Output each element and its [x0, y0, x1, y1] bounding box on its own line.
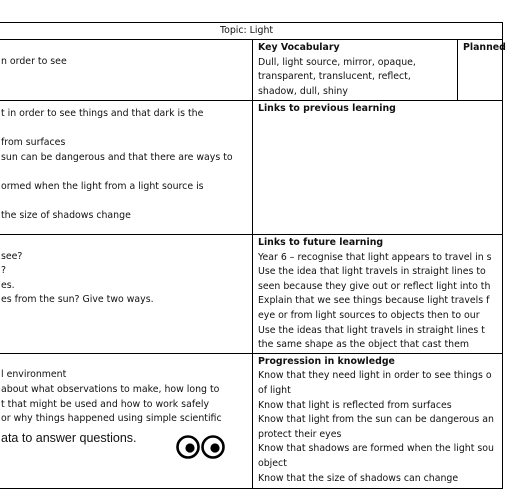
future-line: eye or from light sources to objects then to our [258, 309, 480, 321]
future-learning-row [0, 235, 503, 354]
future-line: Explain that we see things because light travels f [258, 295, 490, 307]
skill-line: or why things happened using simple scientific [1, 413, 222, 425]
previous-learning-row [0, 101, 503, 235]
progression-heading: Progression in knowledge [258, 355, 395, 367]
skill-line: t that might be used and how to work safely [1, 398, 210, 410]
progression-line: Know that light is reflected from surfaces [258, 399, 452, 411]
future-line: Use the ideas that light travels in straight lines t [258, 324, 485, 336]
future-line: Use the idea that light travels in straight lines to [258, 266, 486, 278]
links-future-cell [253, 235, 503, 354]
links-previous-heading: Links to previous learning [258, 103, 396, 114]
questions-cell [0, 235, 253, 354]
planned-heading: Planned [463, 42, 506, 53]
working-scientifically-cell [0, 353, 253, 488]
planning-table [0, 22, 506, 489]
prior-line: ormed when the light from a light source is [1, 180, 204, 192]
future-line: the same shape as the object that cast them [258, 339, 469, 351]
prior-line [1, 165, 252, 180]
vocab-line: shadow, dull, shiny [258, 85, 348, 97]
future-line: Year 6 – recognise that light appears to travel in s [258, 251, 492, 263]
prior-line: from surfaces [1, 137, 66, 149]
objectives-row [0, 40, 503, 101]
prior-knowledge-cell [0, 101, 253, 235]
future-line: seen because they give out or reflect light into th [258, 280, 491, 292]
progression-line: object [258, 457, 287, 469]
vocab-line: Dull, light source, mirror, opaque, [258, 56, 416, 68]
topic-title: Topic: Light [0, 23, 503, 40]
prior-line: sun can be dangerous and that there are ways to [1, 151, 233, 163]
progression-line: protect their eyes [258, 428, 342, 440]
progression-line: Know that they need light in order to see things o [258, 370, 492, 382]
prior-line [1, 195, 252, 210]
progression-line: of light [258, 384, 291, 396]
progression-line: Know that the size of shadows can change [258, 472, 459, 484]
googly-eyes-icon [176, 434, 226, 460]
prior-line: t in order to see things and that dark is the [1, 108, 204, 119]
progression-row [0, 353, 503, 488]
links-future-heading: Links to future learning [258, 237, 384, 248]
question-line: es from the sun? Give two ways. [1, 294, 154, 306]
planned-cell [458, 40, 506, 101]
progression-line: Know that light from the sun can be dangerous an [258, 414, 494, 426]
prior-line: the size of shadows change [1, 210, 131, 222]
question-line: es. [1, 279, 15, 291]
key-vocabulary-cell [253, 40, 458, 101]
progression-cell [253, 353, 503, 488]
question-line: ? [1, 265, 6, 277]
objectives-cell [0, 40, 253, 101]
question-line: see? [1, 250, 23, 262]
key-vocabulary-heading: Key Vocabulary [258, 42, 340, 53]
objective-line: n order to see [1, 55, 67, 67]
topic-row [0, 23, 503, 40]
skill-line: about what observations to make, how long to [1, 383, 220, 395]
prior-line [1, 122, 252, 137]
vocab-line: transparent, translucent, reflect, [258, 71, 411, 83]
skill-line: l environment [1, 369, 67, 381]
progression-line: Know that shadows are formed when the light sou [258, 443, 494, 455]
links-previous-cell [253, 101, 503, 235]
skill-line-large: ata to answer questions. [1, 430, 137, 445]
